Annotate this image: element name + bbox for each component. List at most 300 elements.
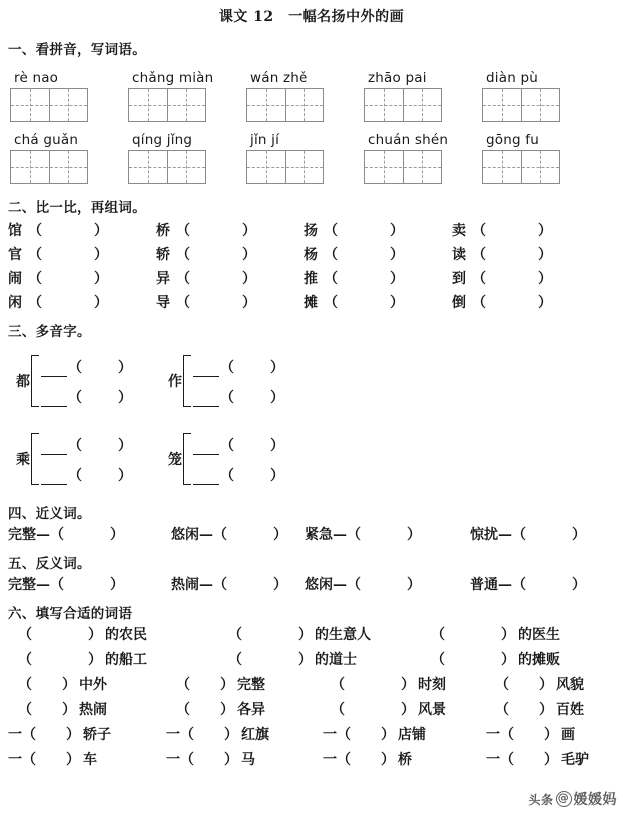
antonym-item[interactable] (171, 574, 287, 594)
polyphonic-line[interactable] (193, 463, 284, 485)
compare-cell[interactable] (452, 292, 600, 312)
paren-close: ） (270, 360, 284, 376)
grid-right-vdash (422, 89, 423, 121)
paren-open: （ (228, 627, 242, 643)
paren-close: ） (298, 652, 312, 668)
paren-open: （ (324, 223, 338, 239)
grid-center-hdash (483, 105, 559, 106)
paren-close: ） (538, 247, 552, 263)
grid-center-hdash (365, 105, 441, 106)
fill-measure-label: 画 (561, 727, 575, 743)
paren-close: ） (110, 577, 124, 593)
fill-word-item[interactable] (176, 699, 265, 719)
brace-icon (31, 355, 39, 407)
dash: — (199, 577, 213, 593)
paren-open: （ (220, 468, 234, 484)
grid-left-vdash (384, 151, 385, 183)
writing-grid-box[interactable] (482, 88, 560, 122)
watermark-logo: 头条 (528, 792, 554, 807)
compare-cell[interactable] (304, 268, 452, 288)
grid-left-vdash (30, 89, 31, 121)
antonym-item[interactable] (470, 574, 586, 594)
polyphonic-lines (41, 355, 132, 407)
fill-measure-item[interactable] (8, 724, 111, 744)
paren-open: （ (500, 727, 514, 743)
pinyin-text: gōng fu (486, 132, 539, 148)
compare-cell[interactable] (156, 244, 304, 264)
pinyin-row (10, 130, 610, 184)
polyphonic-char: 都 (16, 374, 30, 390)
paren-close: ） (401, 702, 415, 718)
measure-prefix: 一 (323, 752, 337, 768)
compare-cell[interactable] (156, 292, 304, 312)
writing-grid-box[interactable] (128, 150, 206, 184)
paren-close: ） (572, 527, 586, 543)
compare-row (8, 242, 623, 266)
fill-measure-item[interactable] (486, 749, 589, 769)
synonym-item[interactable] (305, 524, 421, 544)
antonym-item[interactable] (305, 574, 421, 594)
synonym-item[interactable] (470, 524, 586, 544)
polyphonic-char: 乘 (16, 452, 30, 468)
fill-word-item[interactable] (18, 699, 107, 719)
paren-close: ） (390, 271, 404, 287)
fill-de-label: 的生意人 (315, 627, 371, 643)
paren-close: ） (538, 295, 552, 311)
dash: — (333, 577, 347, 593)
synonym-word: 紧急 (305, 527, 333, 543)
pinyin-text: wán zhě (250, 70, 308, 86)
compare-char: 官 (8, 247, 22, 263)
compare-char: 闹 (8, 271, 22, 287)
pinyin-cell (482, 130, 600, 184)
fill-word-label: 中外 (79, 677, 107, 693)
grid-left-vdash (384, 89, 385, 121)
compare-words-block (0, 218, 623, 314)
paren-open: （ (68, 360, 82, 376)
compare-char: 读 (452, 247, 466, 263)
compare-cell[interactable] (304, 292, 452, 312)
grid-center-hdash (129, 105, 205, 106)
writing-grid-box[interactable] (10, 88, 88, 122)
paren-open: （ (512, 527, 526, 543)
paren-open: （ (28, 223, 42, 239)
fill-de-item[interactable] (18, 649, 147, 669)
compare-char: 倒 (452, 295, 466, 311)
paren-open: （ (331, 702, 345, 718)
paren-close: ） (273, 527, 287, 543)
paren-open: （ (28, 247, 42, 263)
paren-close: ） (66, 727, 80, 743)
writing-grid-box[interactable] (364, 150, 442, 184)
grid-center-hdash (247, 105, 323, 106)
writing-grid-box[interactable] (128, 88, 206, 122)
fill-measure-label: 马 (241, 752, 255, 768)
writing-grid-box[interactable] (482, 150, 560, 184)
paren-close: ） (381, 752, 395, 768)
fill-measure-item[interactable] (486, 724, 575, 744)
answer-blank[interactable] (41, 441, 67, 455)
pinyin-text: rè nao (14, 70, 59, 86)
grid-right-vdash (186, 89, 187, 121)
fill-words-block (0, 624, 623, 774)
paren-open: （ (228, 652, 242, 668)
paren-open: （ (431, 652, 445, 668)
pinyin-cell (128, 68, 246, 122)
polyphonic-line[interactable] (193, 355, 284, 377)
polyphonic-char: 笼 (168, 452, 182, 468)
dash: — (36, 527, 50, 543)
grid-left-vdash (502, 89, 503, 121)
compare-char: 异 (156, 271, 170, 287)
fill-de-item[interactable] (18, 624, 147, 644)
paren-open: （ (500, 752, 514, 768)
paren-open: （ (176, 271, 190, 287)
fill-de-label: 的道士 (315, 652, 357, 668)
polyphonic-block (0, 342, 623, 498)
paren-close: ） (501, 652, 515, 668)
fill-de-row (8, 649, 623, 674)
measure-prefix: 一 (486, 727, 500, 743)
pinyin-text: jǐn jí (250, 132, 280, 148)
polyphonic-lines (193, 355, 284, 407)
fill-de-label: 的摊贩 (518, 652, 560, 668)
fill-measure-item[interactable] (166, 724, 269, 744)
pinyin-row (10, 68, 610, 122)
compare-cell[interactable] (304, 220, 452, 240)
compare-cell[interactable] (8, 292, 156, 312)
paren-open: （ (176, 223, 190, 239)
paren-open: （ (180, 752, 194, 768)
fill-word-item[interactable] (495, 674, 584, 694)
measure-prefix: 一 (323, 727, 337, 743)
answer-blank[interactable] (193, 393, 219, 407)
paren-close: ） (242, 295, 256, 311)
grid-center-hdash (365, 167, 441, 168)
compare-cell[interactable] (8, 268, 156, 288)
fill-de-row (8, 624, 623, 649)
polyphonic-lines (41, 433, 132, 485)
compare-cell[interactable] (452, 244, 600, 264)
paren-open: （ (495, 677, 509, 693)
paren-close: ） (390, 247, 404, 263)
paren-open: （ (176, 702, 190, 718)
paren-close: ） (94, 223, 108, 239)
compare-char: 摊 (304, 295, 318, 311)
paren-close: ） (242, 247, 256, 263)
page-title: 课文 12 一幅名扬中外的画 (218, 9, 405, 25)
antonym-word: 完整 (8, 577, 36, 593)
paren-open: （ (50, 527, 64, 543)
fill-measure-row (8, 749, 623, 774)
paren-close: ） (273, 577, 287, 593)
writing-grid-box[interactable] (246, 150, 324, 184)
brace-icon (183, 355, 191, 407)
polyphonic-line[interactable] (41, 355, 132, 377)
measure-prefix: 一 (486, 752, 500, 768)
section-6-heading: 六、填写合适的词语 (8, 606, 133, 622)
grid-center-hdash (11, 105, 87, 106)
antonym-item[interactable] (8, 574, 124, 594)
section-5-heading: 五、反义词。 (8, 556, 91, 572)
pinyin-cell (246, 130, 364, 184)
fill-measure-item[interactable] (8, 749, 97, 769)
paren-close: ） (94, 295, 108, 311)
polyphonic-line[interactable] (41, 385, 132, 407)
dash: — (199, 527, 213, 543)
watermark-author: 媛媛妈 (573, 792, 617, 808)
compare-char: 轿 (156, 247, 170, 263)
measure-prefix: 一 (8, 727, 22, 743)
paren-close: ） (62, 677, 76, 693)
pinyin-cell (246, 68, 364, 122)
compare-cell[interactable] (8, 220, 156, 240)
writing-grid-box[interactable] (10, 150, 88, 184)
writing-grid-box[interactable] (246, 88, 324, 122)
paren-close: ） (62, 702, 76, 718)
fill-word-label: 风貌 (556, 677, 584, 693)
pinyin-cell (482, 68, 600, 122)
paren-open: （ (472, 223, 486, 239)
grid-right-vdash (186, 151, 187, 183)
fill-de-item[interactable] (228, 624, 371, 644)
fill-de-item[interactable] (431, 624, 560, 644)
fill-word-row (8, 699, 623, 724)
paren-open: （ (337, 752, 351, 768)
fill-measure-row (8, 724, 623, 749)
paren-close: ） (224, 727, 238, 743)
paren-open: （ (220, 390, 234, 406)
grid-left-vdash (148, 151, 149, 183)
writing-grid-box[interactable] (364, 88, 442, 122)
grid-center-hdash (247, 167, 323, 168)
polyphonic-line[interactable] (41, 433, 132, 455)
paren-open: （ (18, 627, 32, 643)
paren-close: ） (390, 295, 404, 311)
answer-blank[interactable] (193, 363, 219, 377)
pinyin-cell (10, 68, 128, 122)
compare-cell[interactable] (304, 244, 452, 264)
compare-cell[interactable] (156, 268, 304, 288)
fill-measure-item[interactable] (323, 749, 412, 769)
polyphonic-group[interactable] (168, 433, 320, 485)
fill-word-label: 各异 (237, 702, 265, 718)
synonym-row (8, 524, 623, 550)
polyphonic-row (16, 342, 623, 420)
measure-prefix: 一 (166, 752, 180, 768)
paren-close: ） (407, 527, 421, 543)
polyphonic-group[interactable] (168, 355, 320, 407)
paren-open: （ (331, 677, 345, 693)
paren-open: （ (176, 247, 190, 263)
fill-measure-item[interactable] (323, 724, 426, 744)
paren-open: （ (18, 677, 32, 693)
polyphonic-row (16, 420, 623, 498)
fill-de-label: 的船工 (105, 652, 147, 668)
fill-word-item[interactable] (18, 674, 107, 694)
paren-close: ） (88, 652, 102, 668)
brace-icon (31, 433, 39, 485)
paren-open: （ (176, 295, 190, 311)
fill-measure-label: 桥 (398, 752, 412, 768)
compare-row (8, 218, 623, 242)
paren-open: （ (220, 438, 234, 454)
compare-char: 桥 (156, 223, 170, 239)
grid-left-vdash (266, 89, 267, 121)
polyphonic-group[interactable] (16, 355, 168, 407)
fill-measure-label: 店铺 (398, 727, 426, 743)
fill-measure-label: 毛驴 (561, 752, 589, 768)
paren-close: ） (538, 271, 552, 287)
measure-prefix: 一 (8, 752, 22, 768)
paren-close: ） (538, 223, 552, 239)
polyphonic-group[interactable] (16, 433, 168, 485)
paren-open: （ (472, 247, 486, 263)
antonym-word: 普通 (470, 577, 498, 593)
paren-close: ） (220, 702, 234, 718)
grid-left-vdash (502, 151, 503, 183)
section-3-heading: 三、多音字。 (8, 324, 91, 340)
paren-open: （ (68, 438, 82, 454)
fill-word-item[interactable] (176, 674, 265, 694)
answer-blank[interactable] (41, 363, 67, 377)
paren-close: ） (539, 702, 553, 718)
paren-open: （ (18, 702, 32, 718)
paren-close: ） (224, 752, 238, 768)
fill-measure-label: 车 (83, 752, 97, 768)
fill-word-label: 完整 (237, 677, 265, 693)
pinyin-cell (364, 68, 482, 122)
compare-cell[interactable] (452, 220, 600, 240)
paren-close: ） (501, 627, 515, 643)
compare-row (8, 266, 623, 290)
paren-open: （ (220, 360, 234, 376)
answer-blank[interactable] (193, 441, 219, 455)
fill-measure-item[interactable] (166, 749, 255, 769)
at-icon: @ (556, 791, 572, 807)
paren-close: ） (298, 627, 312, 643)
pinyin-text: chǎng miàn (132, 70, 214, 86)
paren-close: ） (94, 247, 108, 263)
pinyin-text: chá guǎn (14, 132, 79, 148)
compare-cell[interactable] (452, 268, 600, 288)
paren-close: ） (407, 577, 421, 593)
dash: — (36, 577, 50, 593)
compare-char: 闲 (8, 295, 22, 311)
paren-close: ） (572, 577, 586, 593)
paren-close: ） (242, 223, 256, 239)
brace-icon (183, 433, 191, 485)
grid-right-vdash (422, 151, 423, 183)
paren-close: ） (401, 677, 415, 693)
fill-word-item[interactable] (331, 699, 446, 719)
paren-open: （ (28, 295, 42, 311)
paren-close: ） (270, 438, 284, 454)
grid-right-vdash (540, 151, 541, 183)
paren-close: ） (66, 752, 80, 768)
section-1-heading: 一、看拼音，写词语。 (8, 42, 146, 58)
paren-open: （ (324, 295, 338, 311)
fill-de-item[interactable] (431, 649, 560, 669)
paren-close: ） (118, 438, 132, 454)
paren-close: ） (539, 677, 553, 693)
fill-word-item[interactable] (495, 699, 584, 719)
synonym-item[interactable] (171, 524, 287, 544)
compare-cell[interactable] (8, 244, 156, 264)
paren-close: ） (110, 527, 124, 543)
grid-left-vdash (266, 151, 267, 183)
dash: — (498, 577, 512, 593)
watermark (528, 789, 617, 809)
compare-cell[interactable] (156, 220, 304, 240)
compare-char: 扬 (304, 223, 318, 239)
paren-open: （ (347, 577, 361, 593)
polyphonic-lines (193, 433, 284, 485)
paren-open: （ (180, 727, 194, 743)
answer-blank[interactable] (41, 393, 67, 407)
paren-open: （ (472, 271, 486, 287)
pinyin-cell (364, 130, 482, 184)
paren-open: （ (324, 271, 338, 287)
paren-open: （ (512, 577, 526, 593)
paren-close: ） (544, 727, 558, 743)
compare-char: 杨 (304, 247, 318, 263)
antonym-word: 悠闲 (305, 577, 333, 593)
fill-word-label: 时刻 (418, 677, 446, 693)
polyphonic-line[interactable] (41, 463, 132, 485)
answer-blank[interactable] (41, 471, 67, 485)
paren-close: ） (270, 468, 284, 484)
paren-open: （ (213, 527, 227, 543)
pinyin-text: chuán shén (368, 132, 449, 148)
fill-word-item[interactable] (331, 674, 446, 694)
paren-open: （ (431, 627, 445, 643)
synonym-word: 完整 (8, 527, 36, 543)
dash: — (333, 527, 347, 543)
fill-word-label: 风景 (418, 702, 446, 718)
fill-de-item[interactable] (228, 649, 357, 669)
answer-blank[interactable] (193, 471, 219, 485)
paren-close: ） (94, 271, 108, 287)
dash: — (498, 527, 512, 543)
grid-right-vdash (68, 151, 69, 183)
grid-center-hdash (11, 167, 87, 168)
polyphonic-line[interactable] (193, 433, 284, 455)
paren-close: ） (390, 223, 404, 239)
pinyin-cell (128, 130, 246, 184)
polyphonic-line[interactable] (193, 385, 284, 407)
paren-close: ） (270, 390, 284, 406)
fill-word-label: 百姓 (556, 702, 584, 718)
compare-char: 到 (452, 271, 466, 287)
grid-right-vdash (540, 89, 541, 121)
grid-left-vdash (148, 89, 149, 121)
fill-de-label: 的农民 (105, 627, 147, 643)
fill-word-label: 热闹 (79, 702, 107, 718)
paren-close: ） (118, 468, 132, 484)
synonym-item[interactable] (8, 524, 124, 544)
antonym-word: 热闹 (171, 577, 199, 593)
paren-close: ） (220, 677, 234, 693)
grid-center-hdash (129, 167, 205, 168)
paren-close: ） (242, 271, 256, 287)
paren-open: （ (472, 295, 486, 311)
fill-de-label: 的医生 (518, 627, 560, 643)
paren-open: （ (22, 727, 36, 743)
paren-open: （ (18, 652, 32, 668)
synonym-word: 惊扰 (470, 527, 498, 543)
section-2-heading: 二、比一比，再组词。 (8, 200, 146, 216)
